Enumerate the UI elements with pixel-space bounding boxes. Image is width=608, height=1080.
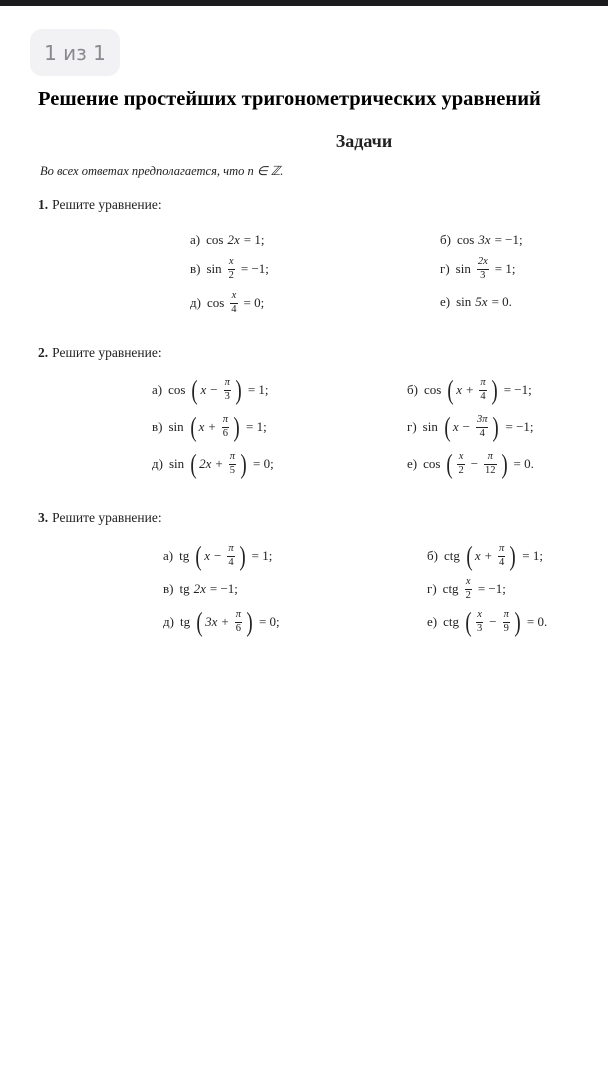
function: cos <box>423 456 441 471</box>
fraction: x 3 <box>477 609 483 634</box>
equation-1e <box>190 285 264 321</box>
equation-label: б) <box>407 382 418 397</box>
function: ctg <box>443 614 459 629</box>
function: ctg <box>442 581 459 596</box>
function: sin <box>168 419 184 434</box>
equation-label: д) <box>163 614 174 629</box>
equation-3e: д) tg ( 3x + π 6 ) = 0; <box>163 606 280 637</box>
equation-label: д) <box>152 456 163 471</box>
argument: 3x <box>478 232 491 247</box>
rhs: = −1; <box>505 419 534 434</box>
function: cos <box>206 295 225 310</box>
function: tg <box>179 548 190 563</box>
rhs: = 1; <box>494 261 516 276</box>
rhs: = 1; <box>522 548 543 563</box>
equation-3c <box>163 579 238 599</box>
fraction: π 3 <box>224 377 230 402</box>
equation-label: а) <box>152 382 163 397</box>
task-prompt: Решите уравнение: <box>52 197 162 212</box>
equation-2e: д) sin ( 2x + π 5 ) = 0; <box>152 448 274 479</box>
page-title: Решение простейших тригонометрических уравнений <box>38 88 541 110</box>
section-title: Задачи <box>335 131 393 151</box>
equation-label: г) <box>427 581 437 596</box>
function: cos <box>168 382 186 397</box>
equation-label: в) <box>163 581 174 596</box>
equation-2f: е) cos ( x 2 − π 12 ) = 0. <box>407 448 534 479</box>
equation-2a: а) cos ( x − π 3 ) = 1; <box>152 374 269 405</box>
fraction: π 5 <box>229 451 236 476</box>
rhs: = −1; <box>209 581 238 596</box>
argument: 2x <box>193 581 206 596</box>
task-3-header <box>38 510 162 526</box>
function: cos <box>456 232 475 247</box>
rhs: = −1; <box>494 232 523 247</box>
rhs: = −1; <box>503 382 532 397</box>
equation-2c: в) sin ( x + π 6 ) = 1; <box>152 411 267 442</box>
task-number: 1. <box>38 197 49 212</box>
rhs: = 0; <box>243 295 265 310</box>
equation-label: в) <box>190 261 201 276</box>
rhs: = −1; <box>240 261 269 276</box>
fraction: x 4 <box>231 290 237 315</box>
rhs: = 0. <box>491 294 512 309</box>
equation-1d <box>440 251 515 287</box>
function: ctg <box>443 548 460 563</box>
fraction: π 12 <box>485 451 496 476</box>
fraction: π 4 <box>498 543 505 568</box>
function: sin <box>455 261 471 276</box>
argument: 2x <box>227 232 240 247</box>
rhs: = 1; <box>243 232 265 247</box>
equation-3a: а) tg ( x − π 4 ) = 1; <box>163 540 273 571</box>
task-prompt: Решите уравнение: <box>52 345 162 360</box>
task-2-header <box>38 345 162 361</box>
equation-label: в) <box>152 419 163 434</box>
rhs: = 1; <box>247 382 269 397</box>
function: sin <box>168 456 185 471</box>
function: sin <box>206 261 222 276</box>
equation-3d <box>427 571 506 607</box>
equation-2d: г) sin ( x − 3π 4 ) = −1; <box>407 411 534 442</box>
equation-label: е) <box>427 614 438 629</box>
equation-1c <box>190 251 269 287</box>
function: sin <box>456 294 472 309</box>
equation-3f: е) ctg ( x 3 − π 9 ) = 0. <box>427 606 548 637</box>
fraction: x 2 <box>458 451 464 476</box>
fraction: π 4 <box>228 543 234 568</box>
task-number: 3. <box>38 510 49 525</box>
fraction: 2x 3 <box>477 256 488 281</box>
function: cos <box>423 382 442 397</box>
equation-1b <box>440 230 523 250</box>
argument: 5x <box>475 294 488 309</box>
rhs: = 0. <box>513 456 534 471</box>
equation-label: г) <box>440 261 450 276</box>
equation-label: г) <box>407 419 417 434</box>
equation-label: д) <box>190 295 201 310</box>
task-prompt: Решите уравнение: <box>52 510 162 525</box>
fraction: x 2 <box>228 256 234 281</box>
fraction: x 2 <box>465 576 471 601</box>
equation-1f <box>440 292 512 312</box>
equation-label: е) <box>440 294 451 309</box>
function: tg <box>179 614 191 629</box>
equation-label: е) <box>407 456 418 471</box>
rhs: = 0; <box>253 456 274 471</box>
equation-label: б) <box>440 232 451 247</box>
top-bar <box>0 0 608 6</box>
rhs: = 1; <box>251 548 273 563</box>
rhs: = 0. <box>526 614 548 629</box>
function: sin <box>422 419 438 434</box>
equation-2b: б) cos ( x + π 4 ) = −1; <box>407 374 532 405</box>
task-number: 2. <box>38 345 49 360</box>
fraction: π 6 <box>222 414 229 439</box>
equation-label: б) <box>427 548 438 563</box>
fraction: π 4 <box>480 377 486 402</box>
task-1-header <box>38 197 162 213</box>
equation-label: а) <box>190 232 201 247</box>
rhs: = 1; <box>246 419 267 434</box>
equation-label: а) <box>163 548 174 563</box>
note: Во всех ответах предполагается, что n ∈ ℤ. <box>40 164 284 178</box>
page-indicator: 1 из 1 <box>30 29 120 76</box>
equation-1a <box>190 230 264 250</box>
function: cos <box>206 232 224 247</box>
fraction: 3π 4 <box>476 414 488 439</box>
rhs: = 0; <box>258 614 280 629</box>
rhs: = −1; <box>477 581 506 596</box>
function: tg <box>179 581 190 596</box>
equation-3b: б) ctg ( x + π 4 ) = 1; <box>427 540 543 571</box>
fraction: π 6 <box>235 609 241 634</box>
fraction: π 9 <box>503 609 509 634</box>
